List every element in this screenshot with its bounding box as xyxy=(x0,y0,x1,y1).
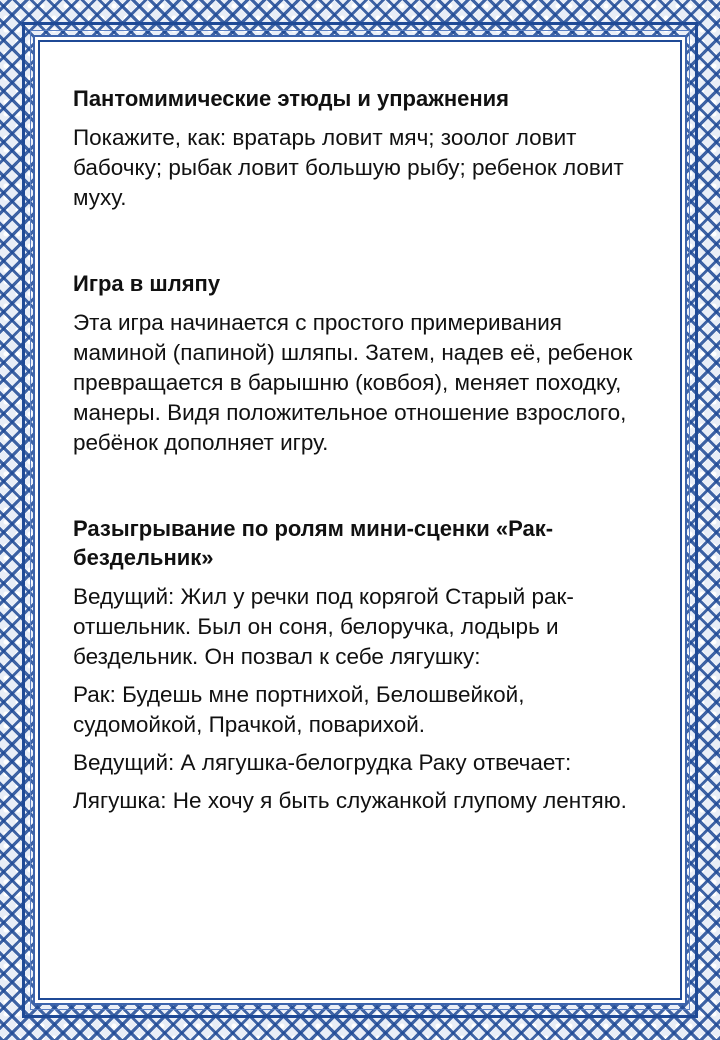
section-role-play xyxy=(73,514,633,816)
section-heading: Разыгрывание по ролям мини-сценки «Рак-бездельник» xyxy=(73,516,554,570)
section-heading: Пантомимические этюды и упражнения xyxy=(73,86,510,111)
dialogue-line: Рак: Будешь мне портнихой, Белошвейкой, судомойкой, Прачкой, поварихой. xyxy=(73,682,525,737)
section-pantomime xyxy=(73,84,633,213)
section-text: Покажите, как: вратарь ловит мяч; зоолог ловит бабочку; рыбак ловит большую рыбу; ребенок ловит муху. xyxy=(73,125,624,210)
dialogue-line: Лягушка: Не хочу я быть служанкой глупому лентяю. xyxy=(73,788,627,813)
dialogue-line: Ведущий: Жил у речки под корягой Старый рак-отшельник. Был он соня, белоручка, лодырь и бездельник. Он позвал к себе лягушку: xyxy=(73,584,574,669)
section-hat-game xyxy=(73,269,633,458)
document-content xyxy=(73,84,633,824)
section-text: Эта игра начинается с простого примеривания маминой (папиной) шляпы. Затем, надев её, ребенок превращается в барышню (ковбоя), меняет походку, манеры. Видя положительное отношение взрослого, ребёнок дополняет игру. xyxy=(73,310,633,455)
dialogue-line: Ведущий: А лягушка-белогрудка Раку отвечает: xyxy=(73,750,572,775)
section-heading: Игра в шляпу xyxy=(73,271,221,296)
